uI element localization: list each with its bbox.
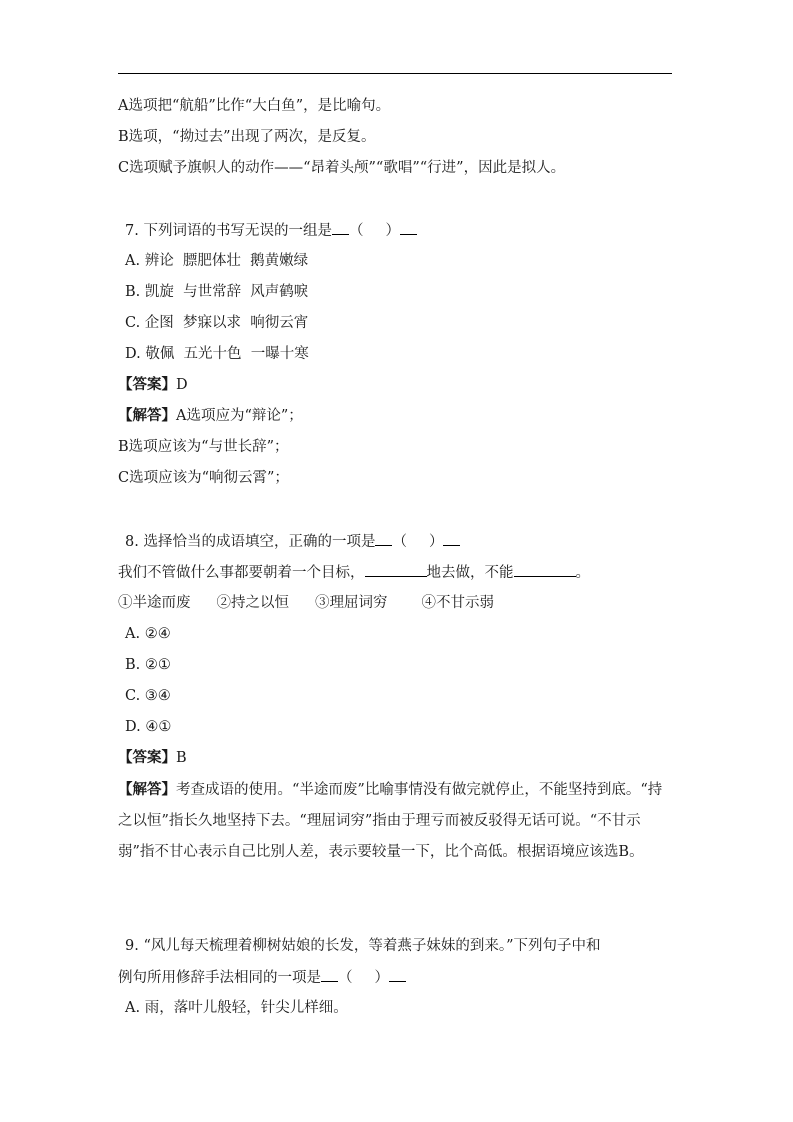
- fill-blank-1[interactable]: [365, 562, 427, 577]
- option-text: ②①: [144, 657, 171, 673]
- q8-option-b[interactable]: [125, 655, 171, 675]
- q8-choices: [118, 593, 494, 613]
- q9-stem-line2: [118, 967, 406, 988]
- prev-explanation-line-c: C选项赋予旗帜人的动作——“昂着头颅”“歌唱”“行进”，因此是拟人。: [118, 160, 566, 176]
- option-text: 凯旋 与世常辞 风声鹤唳: [144, 284, 309, 300]
- q7-explanation-line-c: C选项应该为“响彻云霄”；: [118, 470, 289, 486]
- option-text: ②④: [144, 626, 171, 642]
- sentence-end: 。: [575, 565, 590, 581]
- q7-option-c[interactable]: [125, 313, 308, 333]
- q8-blank-right: [443, 531, 460, 546]
- option-label: A.: [125, 1000, 141, 1016]
- q9-paren-close: ）: [374, 970, 389, 986]
- option-label: D.: [125, 719, 141, 735]
- option-label: D.: [125, 346, 141, 362]
- q7-number: 7.: [125, 223, 139, 239]
- answer-value: D: [176, 377, 188, 393]
- q9-stem-line1: [125, 936, 601, 956]
- answer-value: B: [176, 750, 187, 766]
- q8-option-a[interactable]: [125, 624, 171, 644]
- q9-paren-open: （: [338, 970, 353, 986]
- choice-1: ①半途而废: [118, 595, 191, 611]
- q8-explanation: [118, 774, 674, 868]
- q7-blank-left: [332, 220, 349, 235]
- q8-option-c[interactable]: [125, 686, 171, 706]
- option-text: ③④: [144, 688, 171, 704]
- q8-paren-open: （: [392, 534, 407, 550]
- header-rule: [118, 73, 672, 74]
- q7-option-d[interactable]: [125, 344, 309, 364]
- option-text: 企图 梦寐以求 响彻云宵: [144, 315, 309, 331]
- choice-4: ④不甘示弱: [421, 595, 494, 611]
- prev-explanation-line-b: B选项，“拗过去”出现了两次，是反复。: [118, 129, 376, 145]
- q8-number: 8.: [125, 534, 139, 550]
- choice-3: ③理屈词穷: [315, 595, 388, 611]
- sentence-part2: 地去做，不能: [426, 565, 514, 581]
- explain-text: 考查成语的使用。“半途而废”比喻事情没有做完就停止，不能坚持到底。“持之以恒”指长久地坚持下去。“理屈词穷”指由于理亏而被反驳得无话可说。“不甘示弱”指不甘心表示自己比别人差，表示要较量一下，比个高低。根据语境应该选B。: [118, 782, 663, 860]
- q9-blank-right: [389, 967, 406, 982]
- explain-tag: 【解答】: [118, 781, 176, 798]
- option-text: ④①: [145, 719, 172, 735]
- q7-explanation: [118, 406, 303, 426]
- option-label: B.: [125, 657, 141, 673]
- q7-stem-text: 下列词语的书写无误的一组是: [143, 223, 332, 239]
- q7-blank-right: [400, 220, 417, 235]
- option-label: A.: [125, 626, 141, 642]
- q8-paren-close: ）: [428, 534, 444, 550]
- choice-2: ②持之以恒: [216, 595, 289, 611]
- q9-blank-left: [321, 967, 338, 982]
- answer-tag: 【答案】: [118, 376, 176, 393]
- q8-option-d[interactable]: [125, 717, 171, 737]
- q7-answer: [118, 375, 188, 395]
- option-label: A.: [125, 253, 141, 269]
- q7-stem: [125, 220, 417, 241]
- option-text: 敬佩 五光十色 一曝十寒: [145, 346, 309, 362]
- q7-explanation-line-b: B选项应该为“与世长辞”；: [118, 439, 289, 455]
- q8-stem: [125, 531, 460, 552]
- prev-explanation-line-a: A选项把“航船”比作“大白鱼”，是比喻句。: [118, 98, 391, 114]
- q8-blank-left: [375, 531, 392, 546]
- option-text: 雨，落叶儿般轻，针尖儿样细。: [144, 1000, 348, 1016]
- option-label: C.: [125, 315, 141, 331]
- option-label: B.: [125, 284, 141, 300]
- answer-tag: 【答案】: [118, 749, 176, 766]
- explain-line: A选项应为“辩论”；: [176, 408, 303, 424]
- explain-tag: 【解答】: [118, 407, 176, 424]
- q9-stem-text-2: 例句所用修辞手法相同的一项是: [118, 970, 321, 986]
- q7-option-b[interactable]: [125, 282, 308, 302]
- q8-stem-text: 选择恰当的成语填空，正确的一项是: [143, 534, 376, 550]
- q7-paren-open: （: [348, 223, 364, 239]
- fill-blank-2[interactable]: [514, 562, 576, 577]
- q9-option-a[interactable]: [125, 998, 348, 1018]
- option-text: 辨论 膘肥体壮 鹅黄嫩绿: [144, 253, 309, 269]
- q9-stem-text: “风儿每天梳理着柳树姑娘的长发，等着燕子妹妹的到来。”下列句子中和: [143, 938, 601, 954]
- option-label: C.: [125, 688, 141, 704]
- sentence-part1: 我们不管做什么事都要朝着一个目标，: [118, 565, 365, 581]
- q8-answer: [118, 748, 187, 768]
- q8-sentence: [118, 562, 590, 583]
- q7-paren-close: ）: [385, 223, 400, 239]
- q9-number: 9.: [125, 938, 139, 954]
- q7-option-a[interactable]: [125, 251, 308, 271]
